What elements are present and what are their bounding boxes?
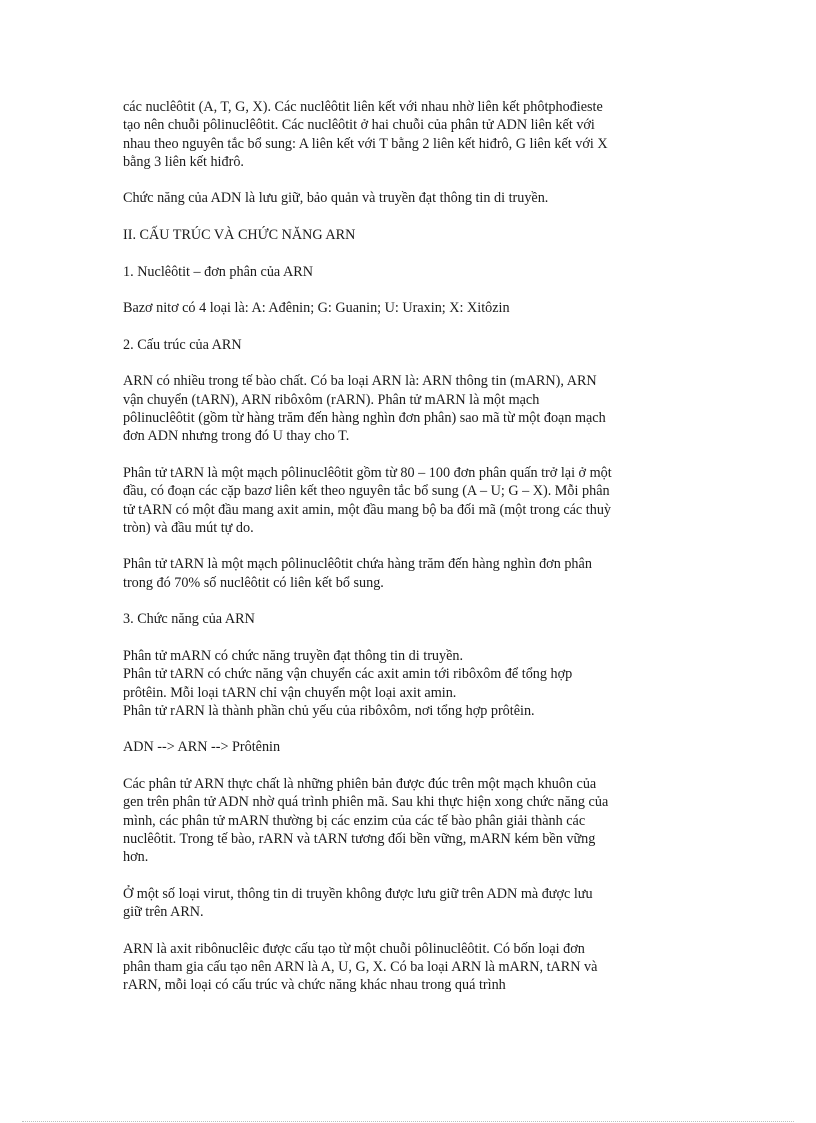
text-line: Phân tử tARN là một mạch pôlinuclêôtit chứa hàng trăm đến hàng nghìn đơn phân [123,556,592,573]
text-line: trong đó 70% số nuclêôtit có liên kết bổ sung. [123,574,384,591]
paragraph-central-dogma [123,738,695,756]
text-line: ADN --> ARN --> Prôtênin [123,739,281,756]
paragraph-arn-functions [123,647,695,720]
text-line: nhau theo nguyên tắc bổ sung: A liên kết với T bằng 2 liên kết hiđrô, G liên kết với X [123,135,608,152]
paragraph-arn-types [123,372,695,445]
text-line: các nuclêôtit (A, T, G, X). Các nuclêôtit liên kết với nhau nhờ liên kết phôtphođieste [123,99,603,115]
text-line: Phân tử mARN có chức năng truyền đạt thông tin di truyền. [123,647,464,664]
text-line: prôtêin. Mỗi loại tARN chỉ vận chuyển một loại axit amin. [123,684,457,701]
text-line: Ở một số loại virut, thông tin di truyền không được lưu giữ trên ADN mà được lưu [123,885,593,902]
text-line: Phân tử tARN có chức năng vận chuyển các axit amin tới ribôxôm để tổng hợp [123,666,573,683]
paragraph-arn-copies [123,775,695,866]
text-line: đơn ADN nhưng trong đó U thay cho T. [123,428,350,445]
paragraph-adn-function [123,189,695,207]
text-line: Phân tử rARN là thành phần chủ yếu của ribôxôm, nơi tổng hợp prôtêin. [123,702,535,719]
heading-text: II. CẤU TRÚC VÀ CHỨC NĂNG ARN [123,227,356,244]
text-line: hơn. [123,849,149,866]
text-line: vận chuyển (tARN), ARN ribôxôm (rARN). Phân tử mARN là một mạch [123,391,540,408]
text-line: phân tham gia cấu tạo nên ARN là A, U, G, X. Có ba loại ARN là mARN, tARN và [123,958,598,975]
subheading-function [123,610,695,628]
text-line: giữ trên ARN. [123,904,204,921]
text-line: mình, các phân tử mARN thường bị các enzim của các tế bào phân giải thành các [123,812,586,829]
paragraph-arn-summary [123,940,695,995]
text-line: ARN là axit ribônuclêic được cấu tạo từ một chuỗi pôlinuclêôtit. Có bốn loại đơn [123,940,585,957]
text-line: rARN, mỗi loại có cấu trúc và chức năng khác nhau trong quá trình [123,977,506,994]
text-line: đầu, có đoạn các cặp bazơ liên kết theo nguyên tắc bổ sung (A – U; G – X). Mỗi phân [123,483,610,500]
subheading-structure [123,336,695,354]
text-line: Các phân tử ARN thực chất là những phiên bản được đúc trên một mạch khuôn của [123,775,597,792]
paragraph-tarn-nucleotit [123,555,695,592]
subheading-nucleotit [123,263,695,281]
text-line: Phân tử tARN là một mạch pôlinuclêôtit gồm từ 80 – 100 đơn phân quấn trở lại ở một [123,464,612,481]
paragraph-bases [123,299,695,317]
section-heading-arn [123,226,695,244]
paragraph-virus [123,885,695,922]
heading-text: 3. Chức năng của ARN [123,611,255,628]
text-line: gen trên phân tử ADN nhờ quá trình phiên mã. Sau khi thực hiện xong chức năng của [123,794,609,811]
text-line: tạo nên chuỗi pôlinuclêôtit. Các nuclêôtit ở hai chuỗi của phân tử ADN liên kết với [123,117,595,134]
text-line: bằng 3 liên kết hiđrô. [123,153,244,170]
text-line: Chức năng của ADN là lưu giữ, bảo quản và truyền đạt thông tin di truyền. [123,190,549,207]
text-line: tròn) và đầu mút tự do. [123,519,254,536]
page-bottom-divider [22,1121,794,1122]
text-line: tử tARN có một đầu mang axit amin, một đầu mang bộ ba đối mã (một trong các thuỳ [123,501,612,518]
text-line: nuclêôtit. Trong tế bào, rARN và tARN tương đối bền vững, mARN kém bền vững [123,830,596,847]
heading-text: 2. Cấu trúc của ARN [123,336,242,353]
heading-text: 1. Nuclêôtit – đơn phân của ARN [123,263,313,280]
paragraph-adn-structure [123,98,695,171]
text-line: pôlinuclêôtit (gồm từ hàng trăm đến hàng nghìn đơn phân) sao mã từ một đoạn mạch [123,410,606,427]
text-line: Bazơ nitơ có 4 loại là: A: Ađênin; G: Guanin; U: Uraxin; X: Xitôzin [123,300,510,317]
document-page [123,98,695,1013]
paragraph-tarn-structure [123,464,695,537]
text-line: ARN có nhiều trong tế bào chất. Có ba loại ARN là: ARN thông tin (mARN), ARN [123,373,597,390]
